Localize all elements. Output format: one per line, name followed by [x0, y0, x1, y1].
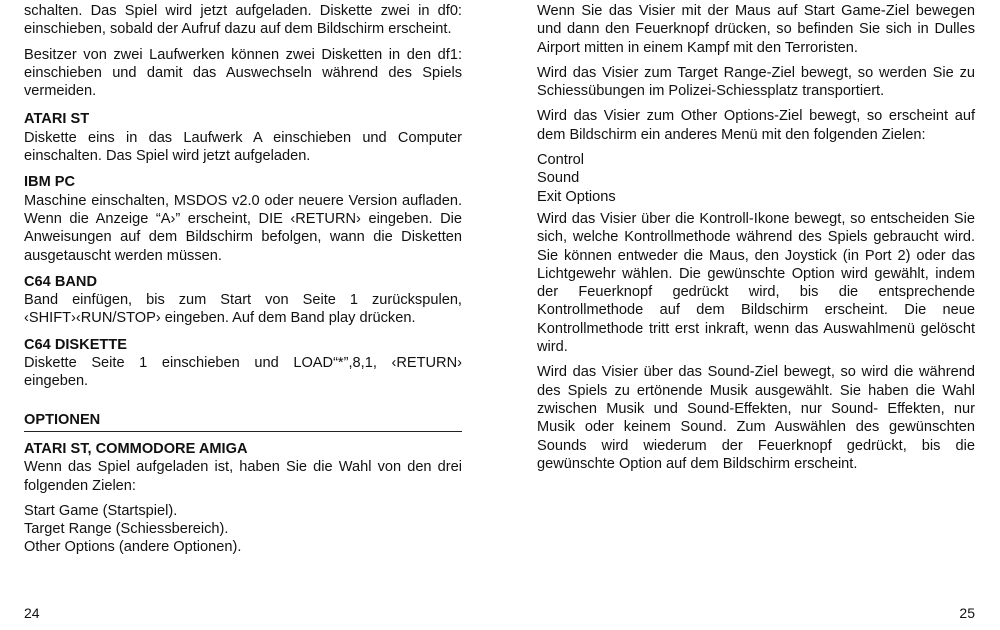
- c64-band-text: Band einfügen, bis zum Start von Seite 1 zurückspulen, ‹SHIFT›‹RUN/STOP› eingeben. Auf dem Band play drücken.: [24, 292, 462, 327]
- sound-paragraph: Wird das Visier über das Sound-Ziel bewegt, so wird die während des Spiels zu ertönende Musik ausgewählt. Sie haben die Wahl zwischen Musik und Sound-Effekten, nur Sound- Effekten, nur Musik oder keinem Sound. Zum Auswählen des gewünschten Sounds wird wiederum der Feuerknopf gedrückt, bis die gewünschte Option auf dem Bildschirm erscheint.: [537, 364, 975, 472]
- options-list: [24, 502, 462, 557]
- page-number-right: 25: [959, 605, 975, 621]
- atari-st-text: Diskette eins in das Laufwerk A einschieben und Computer einschalten. Das Spiel wird jetzt aufgeladen.: [24, 129, 462, 165]
- list-item: Start Game (Startspiel).: [24, 502, 178, 519]
- list-item: Sound: [537, 170, 580, 187]
- list-item: Target Range (Schiessbereich).: [24, 521, 229, 538]
- atari-st-heading: ATARI ST: [24, 111, 90, 128]
- c64-diskette-text: Diskette Seite 1 einschieben und LOAD“*”,8,1, ‹RETURN› eingeben.: [24, 355, 462, 390]
- target-range-paragraph: Wird das Visier zum Target Range-Ziel bewegt, so werden Sie zu Schiessübungen im Polizei-Schiessplatz transportiert.: [537, 64, 975, 100]
- other-options-paragraph: Wird das Visier zum Other Options-Ziel bewegt, so erscheint auf dem Bildschirm ein anderes Menü mit den folgenden Zielen:: [537, 108, 975, 143]
- c64-band-heading: C64 BAND: [24, 273, 97, 290]
- optionen-section-heading: OPTIONEN: [24, 411, 462, 432]
- c64-diskette-heading: C64 DISKETTE: [24, 336, 127, 353]
- right-page: [537, 0, 975, 630]
- control-paragraph: Wird das Visier über die Kontroll-Ikone bewegt, so entscheiden Sie sich, welche Kontrollmethode während des Spiels gebraucht wird. Sie können entweder die Maus, den Joystick (in Port 2) oder das Lichtgewehr wählen. Die gewünschte Option wird gewählt, indem der Feuerknopf gedrückt wird, bis die entsprechende Kontrollmethode auf dem Bildschirm erscheint. Die neue Kontrollmethode tritt erst inkraft, wenn das Auswahlmenü gelöscht wird.: [537, 210, 975, 356]
- intro-paragraph-1: schalten. Das Spiel wird jetzt aufgeladen. Diskette zwei in df0: einschieben, sobald der Aufruf dazu auf dem Bildschirm erscheint.: [24, 3, 462, 38]
- left-page: [24, 0, 462, 630]
- page-number-left: 24: [24, 605, 40, 621]
- menu-list: [537, 151, 975, 206]
- list-item: Other Options (andere Optionen).: [24, 539, 242, 556]
- ibm-pc-heading: IBM PC: [24, 174, 76, 191]
- atari-amiga-heading: ATARI ST, COMMODORE AMIGA: [24, 440, 248, 457]
- ibm-pc-text: Maschine einschalten, MSDOS v2.0 oder neuere Version aufladen. Wenn die Anzeige “A›” erscheint, DIE ‹RETURN› eingeben. Die Anweisungen auf dem Bildschirm befolgen, wann die Disketten ausgetauscht werden müssen.: [24, 192, 462, 264]
- left-column: [24, 2, 462, 561]
- start-game-paragraph: Wenn Sie das Visier mit der Maus auf Start Game-Ziel bewegen und dann den Feuerknopf drücken, so befinden Sie sich in Dulles Airport mitten in einem Kampf mit den Terroristen.: [537, 3, 975, 56]
- list-item: Control: [537, 152, 585, 169]
- list-item: Exit Options: [537, 188, 616, 205]
- atari-amiga-text: Wenn das Spiel aufgeladen ist, haben Sie die Wahl von den drei folgenden Zielen:: [24, 459, 462, 494]
- right-column: [537, 2, 975, 480]
- intro-paragraph-2: Besitzer von zwei Laufwerken können zwei Disketten in den df1: einschieben und damit das Auswechseln während des Spiels vermeiden.: [24, 46, 462, 100]
